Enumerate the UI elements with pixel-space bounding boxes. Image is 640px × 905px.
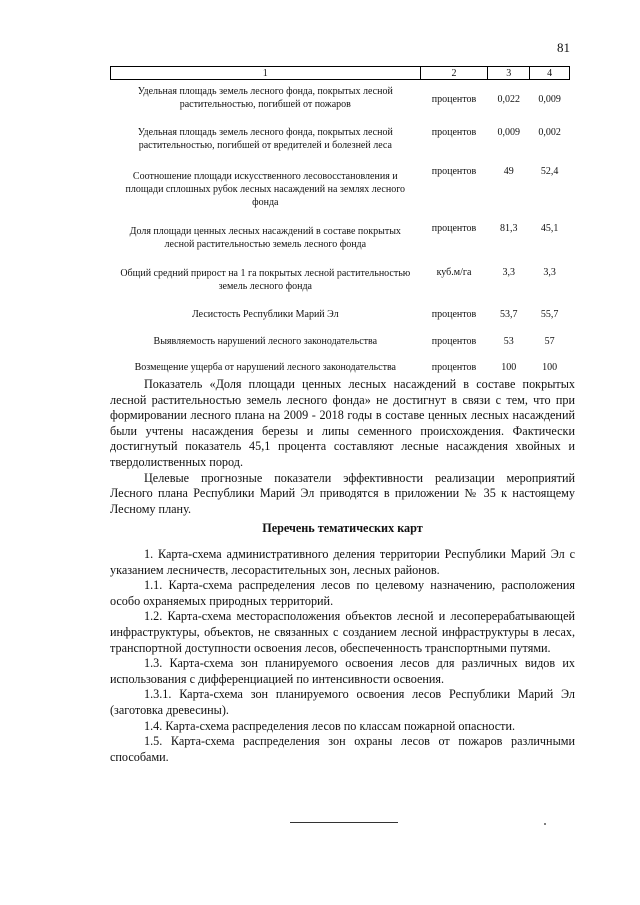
table-row [111,80,570,117]
indicator-name: Возмещение ущерба от нарушений лесного законодательства [134,362,396,373]
indicator-value-2018: 0,022 [497,94,520,105]
column-header: 2 [420,67,488,80]
list-item: 1.3.1. Карта-схема зон планируемого освоения лесов Республики Марий Эл (заготовка древесины). [110,687,575,717]
list-item: 1.4. Карта-схема распределения лесов по классам пожарной опасности. [144,718,516,733]
column-header: 1 [111,67,421,80]
indicator-value-2019: 55,7 [540,309,559,320]
indicators-table [110,66,570,381]
indicator-value-2018: 81,3 [500,222,518,234]
indicator-name: Общий средний прирост на 1 га покрытых лесной растительностью земель лесного фонда [120,267,411,292]
indicator-value-2018: 0,009 [497,126,520,138]
indicator-name: Лесистость Республики Марий Эл [191,309,339,320]
list-item: 1.2. Карта-схема месторасположения объектов лесной и лесоперерабатывающей инфраструктуры, объектов, не связанных с созданием лесной инфраструктуры в лесах, транспортной доступности освоения лесов, обеспеченность транспортными путями. [110,609,575,655]
indicator-value-2018: 100 [501,362,517,373]
table-row [111,301,570,329]
indicator-unit: процентов [431,336,477,347]
table-row [111,217,570,259]
indicator-unit: процентов [431,94,477,105]
table-row [111,117,570,162]
indicator-value-2019: 3,3 [543,266,556,278]
indicator-unit: процентов [431,222,477,234]
section-heading: Перечень тематических карт [262,521,423,535]
table-row [111,162,570,217]
indicator-value-2019: 57 [544,336,555,347]
table-row [111,259,570,301]
indicator-unit: процентов [431,309,477,320]
indicator-name: Выявляемость нарушений лесного законодательства [153,336,378,347]
column-header: 4 [530,67,570,80]
indicator-value-2018: 53,7 [500,309,518,320]
list-item: 1.5. Карта-схема распределения зон охраны лесов от пожаров различными способами. [110,734,575,764]
indicator-value-2018: 3,3 [502,266,515,278]
page-number: 81 [557,40,570,55]
indicator-unit: куб.м/га [436,266,472,278]
table-header-row [111,67,570,80]
indicator-name: Доля площади ценных лесных насаждений в составе покрытых лесной растительностью земель лесного фонда [129,225,401,250]
map-list [110,547,575,765]
indicator-value-2018: 49 [503,165,514,177]
indicator-value-2019: 45,1 [540,222,559,234]
indicator-name: Соотношение площади искусственного лесовосстановления и площади сплошных рубок лесных насаждений на землях лесного фонда [125,170,406,208]
indicator-value-2019: 52,4 [540,165,559,177]
indicator-value-2019: 100 [542,362,558,373]
list-item: 1. Карта-схема административного деления территории Республики Марий Эл с указанием лесничеств, лесорастительных зон, лесных районов. [110,547,575,577]
indicator-unit: процентов [431,362,477,373]
indicator-unit: процентов [431,165,477,177]
indicator-name: Удельная площадь земель лесного фонда, покрытых лесной растительностью, погибшей от вредителей и болезней леса [137,127,393,151]
paragraph: Целевые прогнозные показатели эффективности реализации мероприятий Лесного плана Республики Марий Эл приводятся в приложении № 35 к настоящему Лесному плану. [110,470,575,516]
indicator-value-2019: 0,002 [538,126,561,138]
bottom-divider [290,822,398,823]
column-header: 3 [488,67,530,80]
scan-dot [544,823,546,825]
table-row [111,329,570,355]
explanation-block [110,377,575,517]
indicator-name: Удельная площадь земель лесного фонда, покрытых лесной растительностью, погибшей от пожаров [137,86,393,111]
paragraph: Показатель «Доля площади ценных лесных насаждений в составе покрытых лесной растительностью земель лесного фонда» не достигнут в связи с тем, что при формировании лесного плана на 2009 - 2018 годы в составе ценных лесных насаждений были учтены насаждения березы и липы семенного происхождения. Фактически достигнутый показатель 45,1 процента составляют лесные насаждения хвойных и твердолиственных пород. [110,377,575,469]
indicator-value-2019: 0,009 [538,94,561,105]
indicator-unit: процентов [431,126,477,138]
list-item: 1.3. Карта-схема зон планируемого освоения лесов для различных видов их использования с дифференциацией по интенсивности освоения. [110,656,575,686]
indicator-value-2018: 53 [503,336,514,347]
list-item: 1.1. Карта-схема распределения лесов по целевому назначению, расположения особо охраняемых природных территорий. [110,578,575,608]
